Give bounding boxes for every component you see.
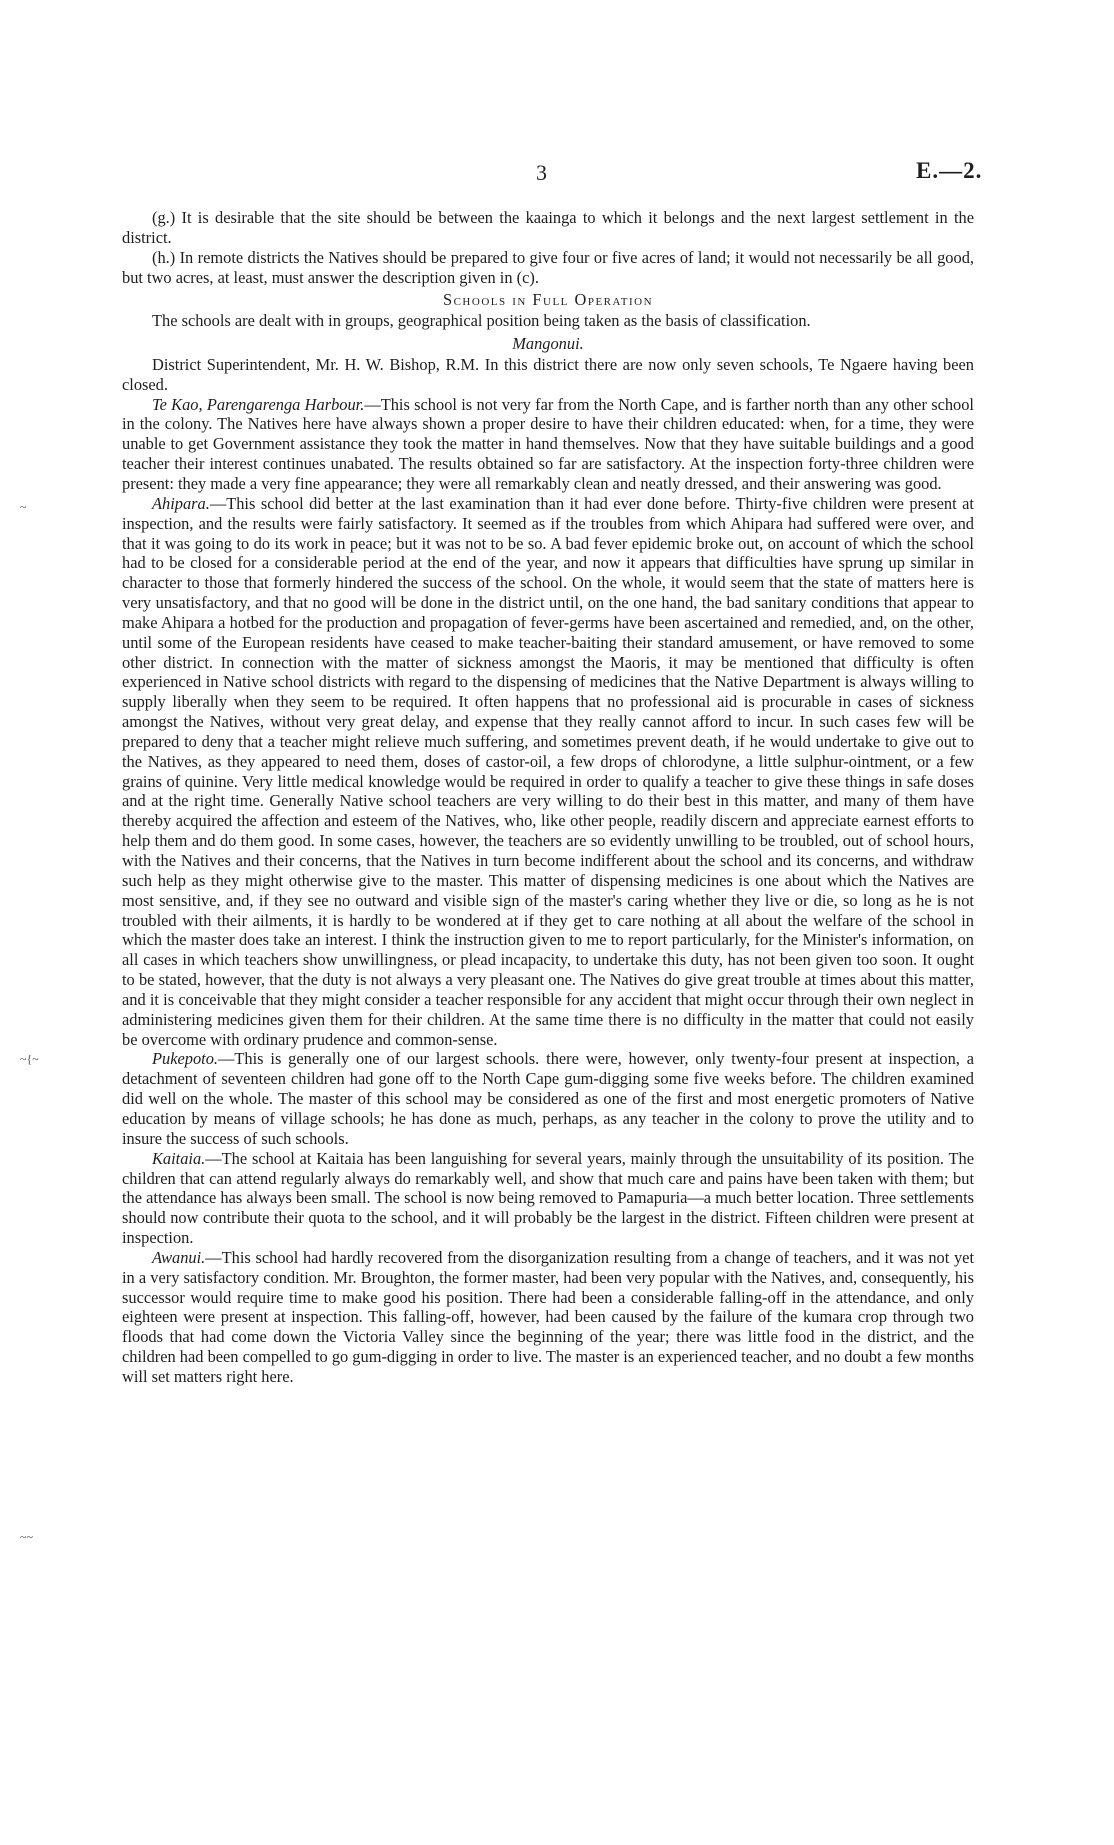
place-name: Pukepoto. <box>152 1049 218 1069</box>
paragraph-text: —This school had hardly recovered from the disorganization resulting from a change of teachers, and it was not yet in a very satisfactory condition. Mr. Broughton, the former master, had been very popular with the Natives, and, consequently, his successor would require time to make good his position. There had been a considerable falling-off in the attendance, and only eighteen were present at inspection. This falling-off, however, had been caused by the failure of the kumara crop through two floods that had come down the Victoria Valley since the beginning of the year; there was little food in the district, and the children had been compelled to go gum-digging in order to live. The master is an experienced teacher, and no doubt a few months will set matters right here. <box>122 1247 975 1386</box>
paragraph-kaitaia <box>122 1149 974 1248</box>
place-name: Ahipara. <box>152 493 210 513</box>
paragraph-text: —This is generally one of our largest schools. there were, however, only twenty-four present at inspection, a detachment of seventeen children had gone off to the North Cape gum-digging some five weeks before. The children examined did well on the whole. The master of this school may be considered as one of the first and most energetic promoters of Native education by means of village schools; he has done as much, perhaps, as any teacher in the colony to prove the utility and to insure the success of such schools. <box>122 1049 974 1148</box>
paragraph-awanui <box>122 1248 974 1387</box>
place-name: Awanui. <box>152 1247 206 1267</box>
paragraph-text: —The school at Kaitaia has been languishing for several years, mainly through the unsuitability of its position. The children that can attend regularly always do remarkably well, and show that much care and pains have been taken with them; but the attendance has always been small. The school is now being removed to Pamapuria—a much better location. Three settlements should now contribute their quota to the school, and it will probably be the largest in the district. Fifteen children were present at inspection. <box>122 1148 974 1248</box>
place-name: Te Kao, Parengarenga Harbour. <box>152 394 365 414</box>
document-reference: E.—2. <box>916 158 983 183</box>
place-name: Kaitaia. <box>152 1148 206 1168</box>
page-number: 3 <box>536 160 547 185</box>
paragraph-district-intro: District Superintendent, Mr. H. W. Bishop, R.M. In this district there are now only seven schools, Te Ngaere having been closed. <box>122 354 974 394</box>
margin-mark: ~{~ <box>20 1052 39 1066</box>
paragraph-h: (h.) In remote districts the Natives should be prepared to give four or five acres of land; it would not necessarily be all good, but two acres, at least, must answer the description given in (c). <box>122 247 974 287</box>
district-heading: Mangonui. <box>512 334 584 354</box>
paragraph-text: —This school did better at the last examination than it had ever done before. Thirty-five children were present at inspection, and the results were fairly satisfactory. It seemed as if the troubles from which Ahipara had suffered were over, and that it was going to do its work in peace; but it was not to be so. A bad fever epidemic broke out, on account of which the school had to be closed for a considerable period at the end of the year, and now it appears that difficulties have sprung up similar in character to those that formerly hindered the success of the school. On the whole, it would seem that the state of matters here is very unsatisfactory, and that no good will be done in the district until, on the one hand, the bad sanitary conditions that appear to make Ahipara a hotbed for the production and propagation of fever-germs have been ascertained and remedied, and, on the other, until some of the European residents have ceased to make teacher-baiting their standard amusement, or have removed to some other district. In connection with the matter of sickness amongst the Maoris, it may be mentioned that difficulty is often experienced in Native school districts with regard to the dispensing of medicines that the Native Department is always willing to supply liberally when they seem to be required. It often happens that no professional aid is procurable in cases of sickness amongst the Natives, without very great delay, and expense that they really cannot afford to incur. In such cases few will be prepared to deny that a teacher might relieve much suffering, and sometimes prevent death, if he would undertake to give out to the Natives, as they appeared to need them, doses of castor-oil, a few drops of chlorodyne, a little sulphur-ointment, or a few grains of quinine. Very little medical knowledge would be required in order to qualify a teacher to give these things in safe doses and at the right time. Generally Native school teachers are very willing to do their best in this matter, and many of them have thereby acquired the affection and esteem of the Natives, who, like other people, readily discern and appreciate earnest efforts to help them and do them good. In some cases, however, the teachers are so evidently unwilling to be troubled, out of school hours, with the Natives and their concerns, that the Natives in turn become indifferent about the school and its concerns, and withdraw such help as they might otherwise give to the master. This matter of dispensing medicines is one about which the Natives are most sensitive, and, if they see no outward and visible sign of the master's caring whether they live or die, so long as he is not troubled with their ailments, it is hardly to be wondered at if they get to care nothing at all about the welfare of the school in which the master does take an interest. I think the instruction given to me to report particularly, for the Minister's information, on all cases in which teachers show unwillingness, or plead incapacity, to undertake this duty, has not been given too soon. It ought to be stated, however, that the duty is not always a very pleasant one. The Natives do give great trouble at times about this matter, and it is conceivable that they might consider a teacher responsible for any accident that might occur through their own neglect in administering medicines given them for their children. At the same time there is no difficulty in the matter that could not easily be overcome with ordinary prudence and common-sense. <box>122 493 974 1049</box>
paragraph-te-kao <box>122 395 974 494</box>
paragraph-pukepoto <box>122 1049 974 1148</box>
paragraph-ahipara <box>122 494 974 1050</box>
paragraph-groups-intro: The schools are dealt with in groups, geographical position being taken as the basis of classification. <box>152 311 811 331</box>
paragraph-text: —This school is not very far from the North Cape, and is farther north than any other school in the colony. The Natives here have always shown a proper desire to have their children educated: when, for a time, they were unable to get Government assistance they took the matter in hand themselves. Now that they have suitable buildings and a good teacher their interest continues unabated. The results obtained so far are satisfactory. At the inspection forty-three children were present: they made a very fine appearance; they were all remarkably clean and neatly dressed, and their answering was good. <box>122 394 974 493</box>
margin-mark: ~ <box>20 500 27 514</box>
body-text <box>122 208 974 1387</box>
section-heading: Schools in Full Operation <box>442 290 654 310</box>
margin-mark: ~~ <box>20 1530 33 1544</box>
paragraph-g: (g.) It is desirable that the site should be between the kaainga to which it belongs and the next largest settlement in the district. <box>122 208 974 247</box>
